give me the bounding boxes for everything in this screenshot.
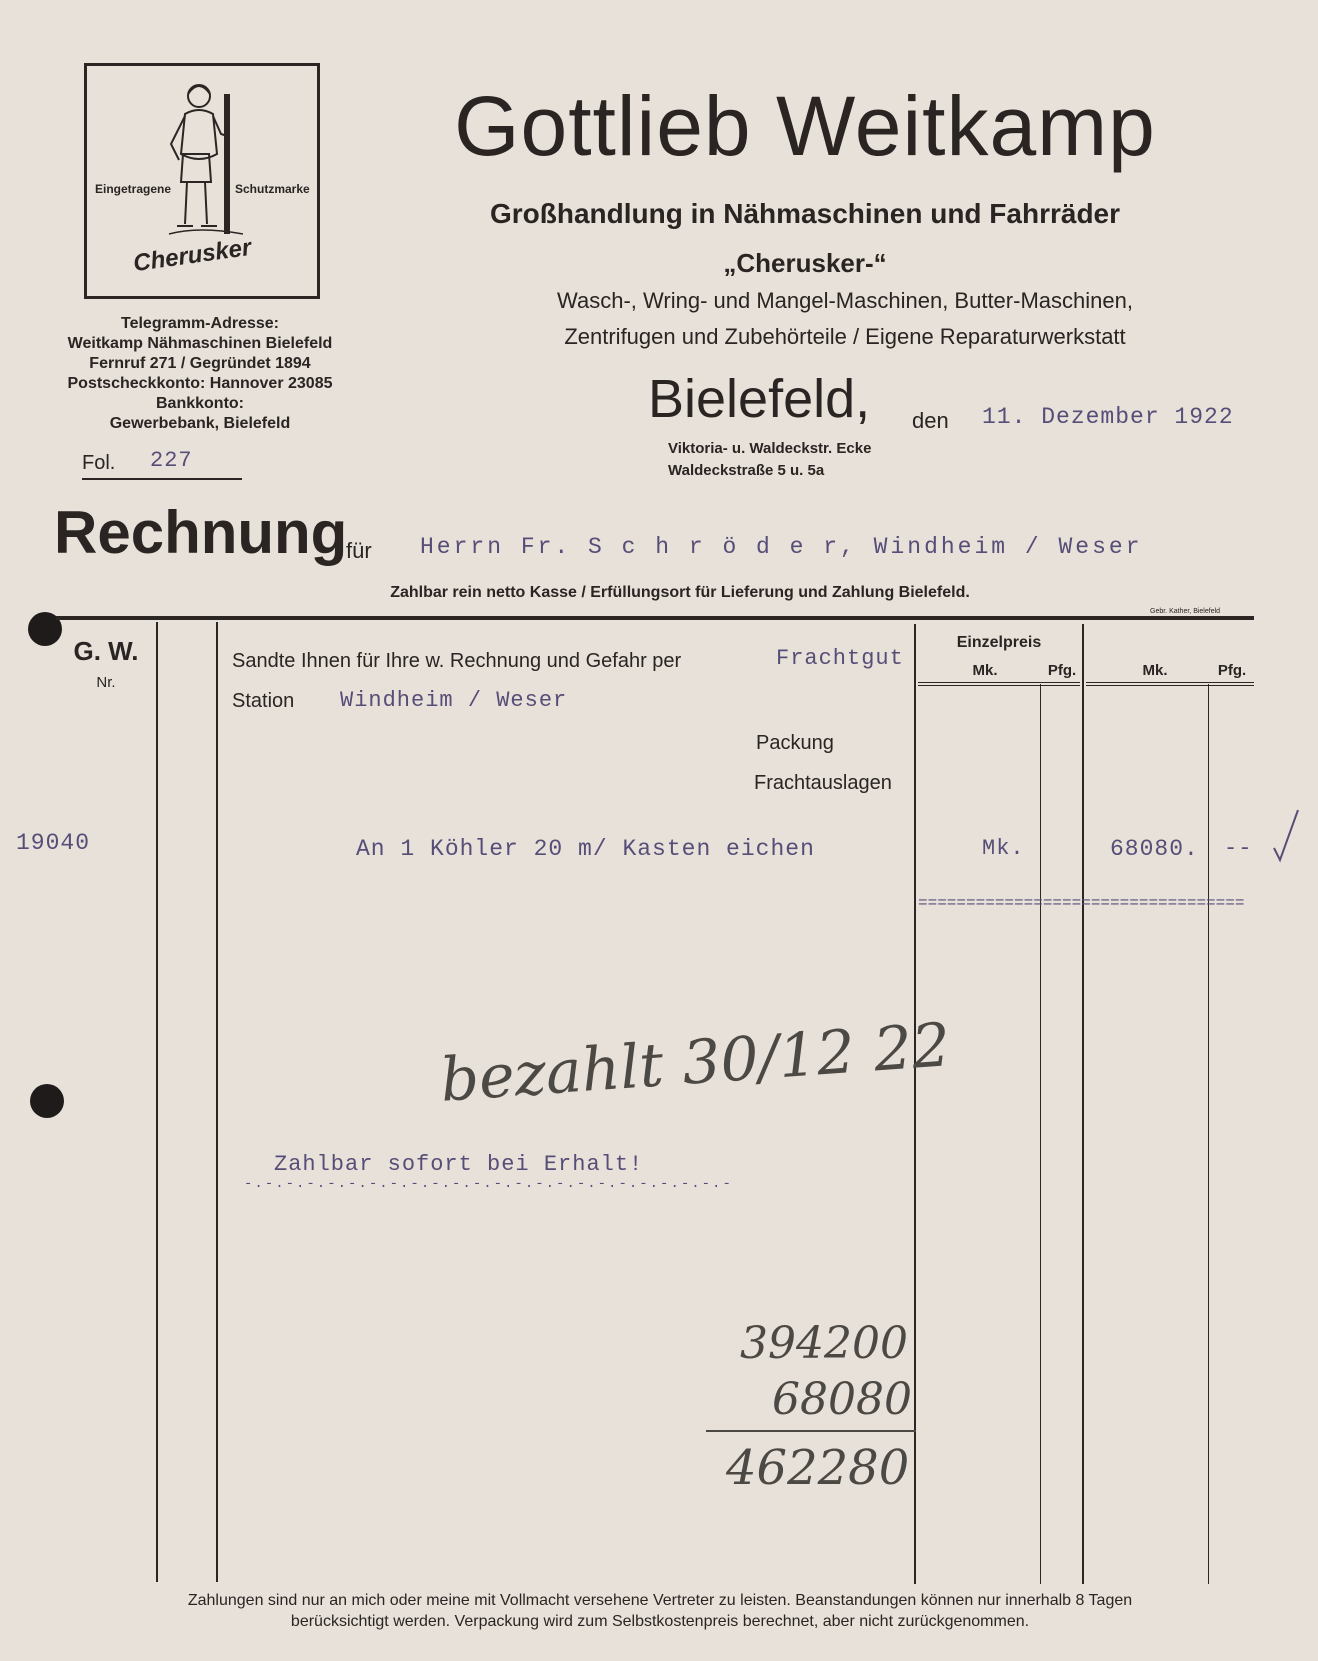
company-subtitle: Großhandlung in Nähmaschinen und Fahrräder xyxy=(489,198,1121,229)
table-top-rule xyxy=(56,616,1254,620)
street-address-2: Waldeckstraße 5 u. 5a xyxy=(668,462,825,479)
handwritten-sum-line xyxy=(706,1430,916,1432)
hole-punch-bottom xyxy=(30,1084,64,1118)
handwritten-paid-note: bezahlt 30/12 22 xyxy=(438,1010,953,1116)
table-divider-betrag-pfg xyxy=(1208,684,1209,1584)
item-amount-mk: 68080. xyxy=(1110,836,1199,862)
footer-line-1: Zahlungen sind nur an mich oder meine mit Vollmacht versehene Vertreter zu leisten. Beanstandungen können nur innerhalb 8 Tagen xyxy=(187,1592,1133,1609)
betrag-underline xyxy=(1086,682,1254,686)
products-line-2: Zentrifugen und Zubehörteile / Eigene Reparaturwerkstatt xyxy=(564,324,1126,349)
date-den: den xyxy=(912,408,949,433)
invoice-title: Rechnung xyxy=(54,499,348,566)
column-einzel-pfg: Pfg. xyxy=(1047,662,1077,679)
footer-line-2: berücksichtigt werden. Verpackung wird zum Selbstkostenpreis berechnet, aber nicht zurückgenommen. xyxy=(290,1613,1030,1630)
handwritten-total: 462280 xyxy=(726,1440,910,1496)
folio-value: 227 xyxy=(150,448,193,473)
brand-name: „Cherusker-“ xyxy=(723,248,887,278)
shipping-text: Sandte Ihnen für Ihre w. Rechnung und Gefahr per xyxy=(232,650,682,672)
contact-block xyxy=(40,314,360,434)
trademark-box xyxy=(84,63,320,299)
invoice-date: 11. Dezember 1922 xyxy=(982,404,1234,430)
column-betrag-pfg: Pfg. xyxy=(1217,662,1247,679)
item-amount-pfg: -- xyxy=(1224,836,1253,861)
check-mark-icon xyxy=(1272,808,1302,868)
street-address-1: Viktoria- u. Waldeckstr. Ecke xyxy=(668,440,872,457)
handwritten-sum-1: 394200 xyxy=(740,1318,908,1369)
company-name: Gottlieb Weitkamp xyxy=(454,79,1156,173)
bank-label: Bankkonto: xyxy=(156,395,244,412)
item-description: An 1 Köhler 20 m/ Kasten eichen xyxy=(356,836,815,862)
invoice-fuer: für xyxy=(346,538,372,563)
column-betrag-mk: Mk. xyxy=(1142,662,1168,679)
trademark-name: Cherusker xyxy=(131,233,253,278)
table-divider-einzelpreis xyxy=(914,624,916,1584)
trademark-left-label: Eingetragene xyxy=(95,182,172,196)
handwritten-sum-2: 68080 xyxy=(772,1374,912,1425)
payable-note: Zahlbar sofort bei Erhalt! xyxy=(274,1152,644,1177)
item-number: 19040 xyxy=(16,830,91,856)
folio-underline xyxy=(82,478,242,480)
station-value: Windheim / Weser xyxy=(340,688,568,713)
footer-notice xyxy=(40,1590,1280,1632)
trademark-right-label: Schutzmarke xyxy=(235,182,310,196)
column-gw: G. W. xyxy=(73,636,139,666)
frachtauslagen-label: Frachtauslagen xyxy=(754,772,892,794)
telegram-label: Telegramm-Adresse: xyxy=(121,315,279,332)
item-unit: Mk. xyxy=(982,836,1025,861)
invoice-recipient: Herrn Fr. S c h r ö d e r, Windheim / Weser xyxy=(420,534,1143,560)
phone-founded: Fernruf 271 / Gegründet 1894 xyxy=(89,355,311,372)
cherusker-figure-icon xyxy=(147,74,257,244)
table-divider-gw xyxy=(156,622,158,1582)
printer-mark: Gebr. Kather, Bielefeld xyxy=(1150,608,1221,615)
station-label: Station xyxy=(232,690,295,712)
folio-label: Fol. xyxy=(82,452,116,474)
column-einzel-mk: Mk. xyxy=(972,662,998,679)
payable-dash-line: -.-.-.-.-.-.-.-.-.-.-.-.-.-.-.-.-.-.-.-.-.-.-.- xyxy=(244,1176,733,1192)
telegram-address: Weitkamp Nähmaschinen Bielefeld xyxy=(67,335,333,352)
postscheck-account: Postscheckkonto: Hannover 23085 xyxy=(67,375,333,392)
table-divider-einzel-pfg xyxy=(1040,684,1041,1584)
payment-terms: Zahlbar rein netto Kasse / Erfüllungsort für Lieferung und Zahlung Bielefeld. xyxy=(390,584,970,601)
products-line-1: Wasch-, Wring- und Mangel-Maschinen, Butter-Maschinen, xyxy=(557,288,1133,313)
column-nr: Nr. xyxy=(96,674,116,691)
table-divider-nr xyxy=(216,622,218,1582)
double-underline: ================================== xyxy=(918,898,1245,908)
bank-account: Gewerbebank, Bielefeld xyxy=(109,415,291,432)
packung-label: Packung xyxy=(756,732,834,754)
einzelpreis-underline xyxy=(918,682,1080,686)
column-einzelpreis: Einzelpreis xyxy=(956,634,1042,651)
city-name: Bielefeld, xyxy=(648,369,871,429)
shipping-method: Frachtgut xyxy=(776,646,904,671)
table-divider-betrag xyxy=(1082,624,1084,1584)
